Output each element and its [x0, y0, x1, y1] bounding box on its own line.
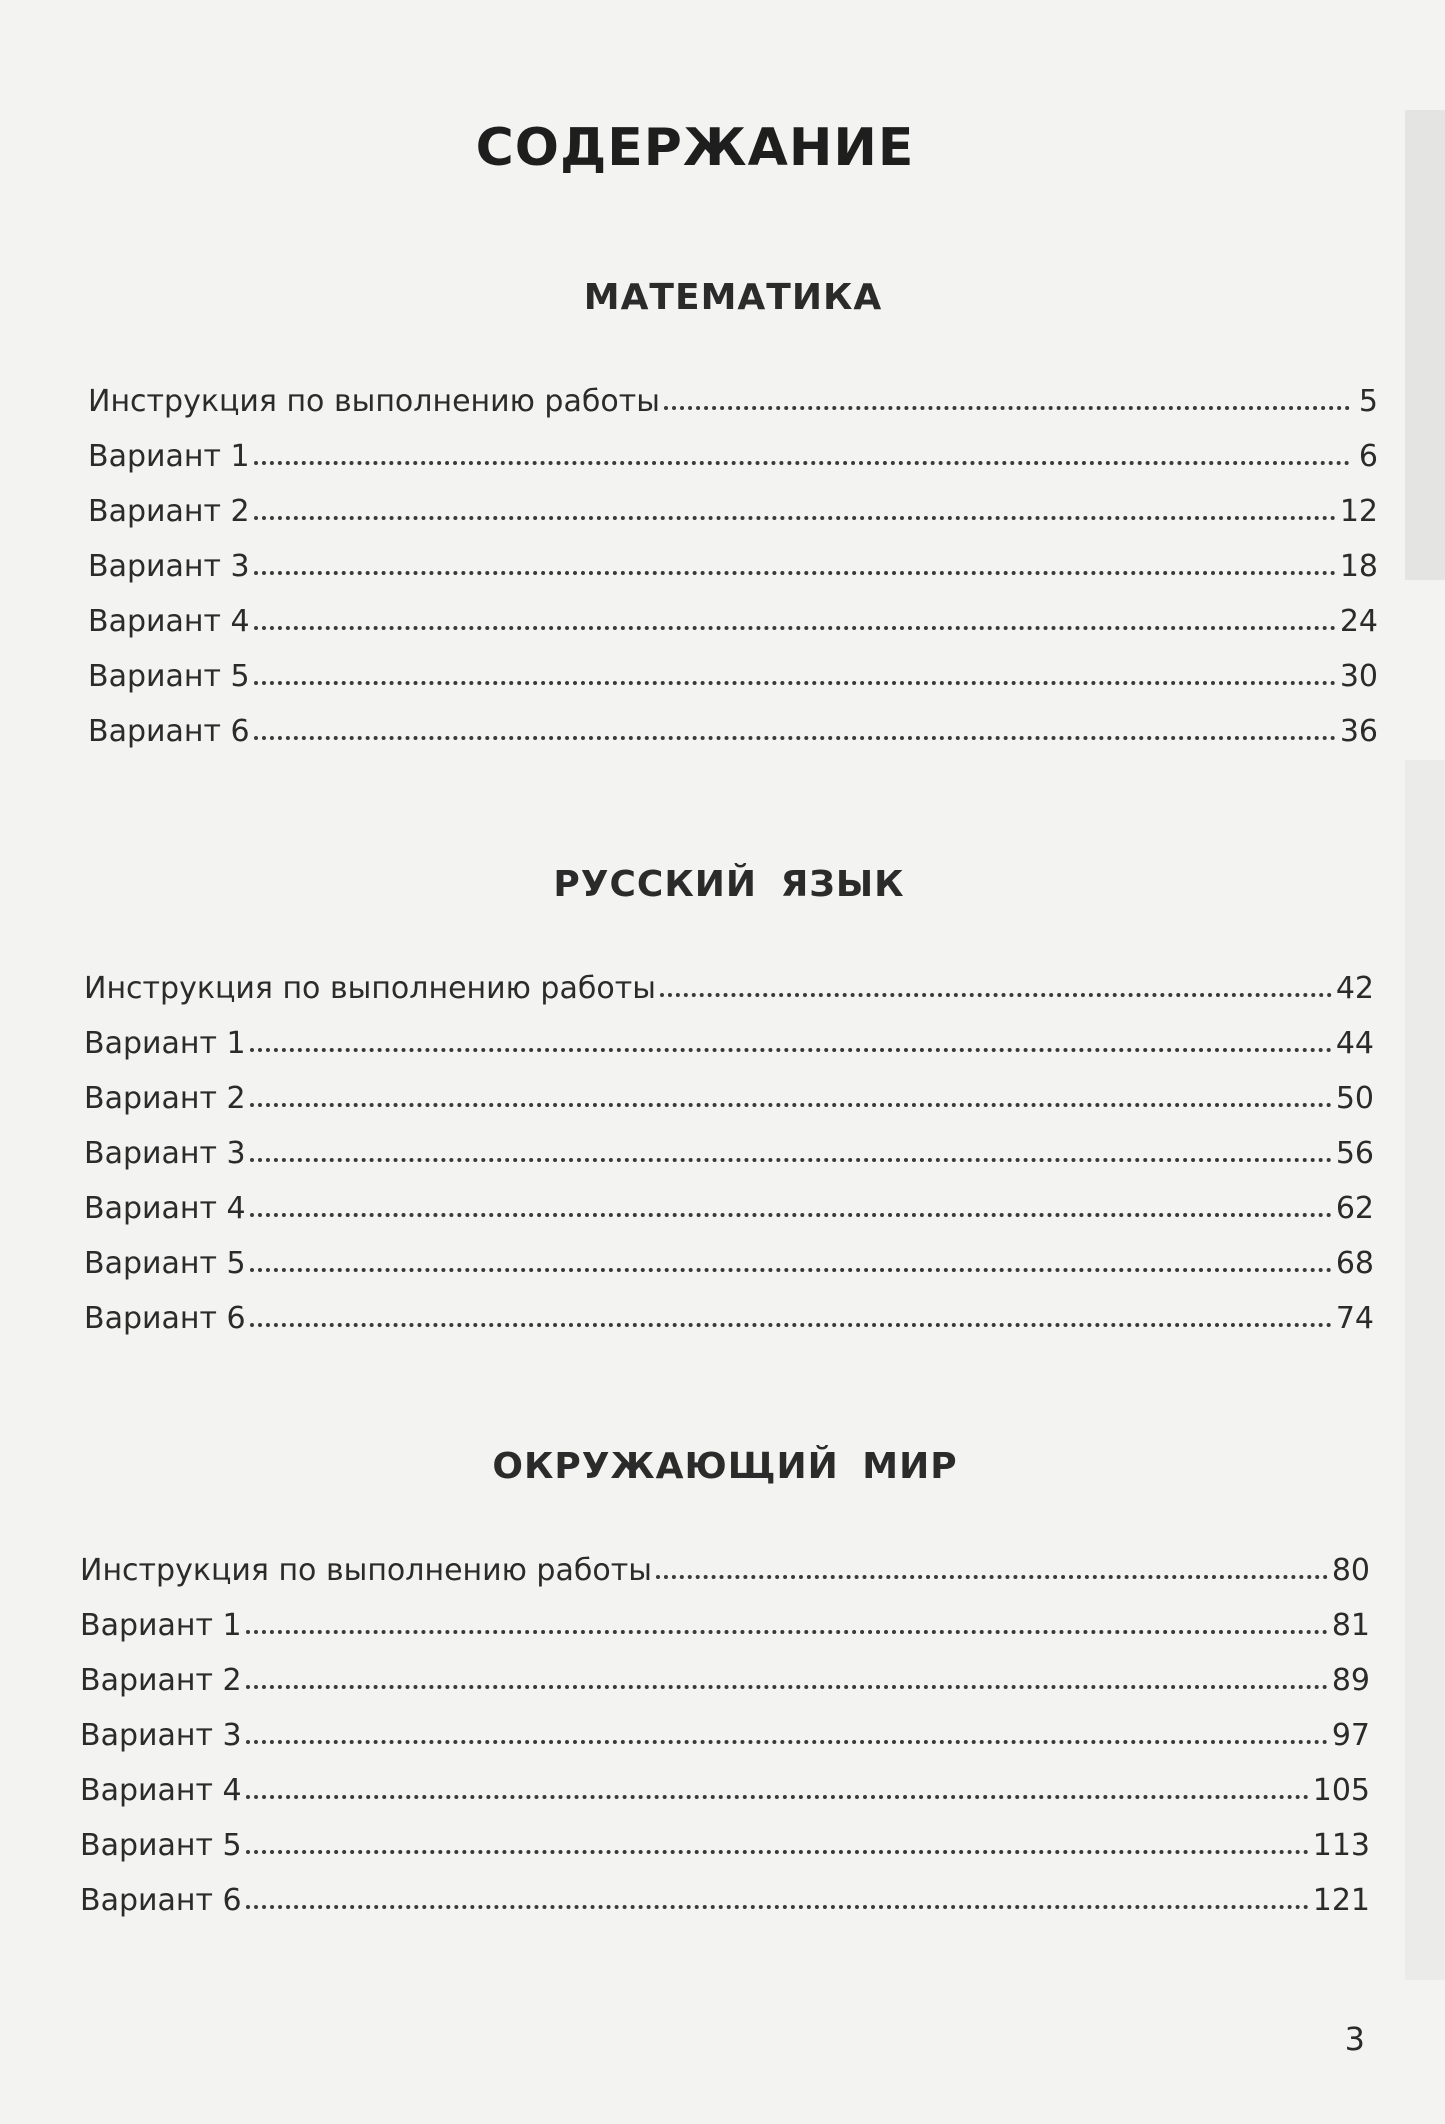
page-edge-tab	[1405, 110, 1445, 580]
toc-entry-label: Вариант 4	[88, 604, 250, 639]
toc-entry-label: Инструкция по выполнению работы	[88, 384, 660, 419]
dot-leader	[254, 516, 1336, 520]
toc-entry-label: Вариант 4	[84, 1191, 246, 1226]
toc-entry[interactable]	[80, 1698, 1370, 1753]
dot-leader	[246, 1850, 1309, 1854]
toc-entry-label: Вариант 4	[80, 1773, 242, 1808]
toc-entry-page: 62	[1335, 1191, 1374, 1226]
toc-entry[interactable]	[80, 1533, 1370, 1588]
toc-entry[interactable]	[80, 1808, 1370, 1863]
toc-entry-page: 121	[1312, 1883, 1370, 1918]
toc-entry[interactable]	[80, 1588, 1370, 1643]
toc-entry-page: 56	[1335, 1136, 1374, 1171]
toc-entry-label: Вариант 6	[88, 714, 250, 749]
toc-entry-page: 97	[1331, 1718, 1370, 1753]
dot-leader	[250, 1048, 1332, 1052]
toc-section-russian	[84, 855, 1374, 1336]
toc-entry[interactable]	[84, 1226, 1374, 1281]
toc-entry[interactable]	[88, 584, 1378, 639]
toc-entry-page: 80	[1331, 1553, 1370, 1588]
dot-leader	[246, 1795, 1309, 1799]
toc-entry-label: Вариант 2	[84, 1081, 246, 1116]
toc-entry-page: 6	[1358, 439, 1378, 474]
dot-leader	[660, 993, 1332, 997]
toc-entry[interactable]	[88, 694, 1378, 749]
toc-entry-page: 50	[1335, 1081, 1374, 1116]
toc-entry-page: 30	[1339, 659, 1378, 694]
toc-entry-label: Вариант 5	[84, 1246, 246, 1281]
page-edge-strip	[1405, 760, 1445, 1980]
page-number: 3	[1344, 2020, 1365, 2058]
toc-entry-page: 44	[1335, 1026, 1374, 1061]
toc-entry[interactable]	[88, 419, 1378, 474]
dot-leader	[250, 1323, 1332, 1327]
section-title: ОКРУЖАЮЩИЙ МИР	[492, 1446, 958, 1487]
toc-entry-label: Вариант 3	[80, 1718, 242, 1753]
dot-leader	[246, 1740, 1328, 1744]
toc-entry-label: Вариант 1	[88, 439, 250, 474]
toc-entry-page: 5	[1358, 384, 1378, 419]
toc-entry-page: 42	[1335, 971, 1374, 1006]
dot-leader	[254, 626, 1336, 630]
dot-leader	[250, 1213, 1332, 1217]
section-title: РУССКИЙ ЯЗЫК	[553, 864, 905, 905]
toc-entry-page: 74	[1335, 1301, 1374, 1336]
dot-leader	[254, 461, 1350, 465]
toc-entry-page: 68	[1335, 1246, 1374, 1281]
toc-entry[interactable]	[84, 951, 1374, 1006]
toc-section-math	[88, 268, 1378, 749]
toc-entry[interactable]	[80, 1753, 1370, 1808]
dot-leader	[246, 1630, 1328, 1634]
toc-entry[interactable]	[84, 1061, 1374, 1116]
toc-entry[interactable]	[80, 1863, 1370, 1918]
page-title: СОДЕРЖАНИЕ	[475, 118, 915, 178]
toc-section-world	[80, 1437, 1370, 1918]
toc-entry[interactable]	[80, 1643, 1370, 1698]
toc-entry[interactable]	[84, 1116, 1374, 1171]
toc-entry[interactable]	[88, 474, 1378, 529]
dot-leader	[250, 1268, 1332, 1272]
toc-entry-label: Инструкция по выполнению работы	[84, 971, 656, 1006]
toc-entry-page: 12	[1339, 494, 1378, 529]
dot-leader	[664, 406, 1350, 410]
toc-entry[interactable]	[84, 1281, 1374, 1336]
toc-entry[interactable]	[84, 1006, 1374, 1061]
toc-entry-label: Вариант 2	[88, 494, 250, 529]
toc-entry-page: 81	[1331, 1608, 1370, 1643]
section-title: МАТЕМАТИКА	[583, 277, 883, 318]
toc-entry-label: Вариант 3	[84, 1136, 246, 1171]
toc-entry-label: Вариант 2	[80, 1663, 242, 1698]
dot-leader	[246, 1685, 1328, 1689]
toc-entry-page: 24	[1339, 604, 1378, 639]
dot-leader	[250, 1158, 1332, 1162]
toc-entry-page: 89	[1331, 1663, 1370, 1698]
toc-entry-page: 36	[1339, 714, 1378, 749]
toc-entry-page: 18	[1339, 549, 1378, 584]
toc-entry-label: Вариант 1	[80, 1608, 242, 1643]
dot-leader	[254, 681, 1336, 685]
toc-entry-page: 113	[1312, 1828, 1370, 1863]
toc-entry-label: Вариант 3	[88, 549, 250, 584]
dot-leader	[254, 736, 1336, 740]
toc-entry[interactable]	[88, 639, 1378, 694]
toc-entry-label: Вариант 6	[80, 1883, 242, 1918]
toc-entry-label: Вариант 6	[84, 1301, 246, 1336]
toc-entry-page: 105	[1312, 1773, 1370, 1808]
toc-entry-label: Вариант 1	[84, 1026, 246, 1061]
toc-entry[interactable]	[88, 364, 1378, 419]
toc-entry-label: Вариант 5	[88, 659, 250, 694]
dot-leader	[250, 1103, 1332, 1107]
dot-leader	[254, 571, 1336, 575]
dot-leader	[246, 1905, 1309, 1909]
dot-leader	[656, 1575, 1328, 1579]
toc-entry-label: Инструкция по выполнению работы	[80, 1553, 652, 1588]
toc-entry-label: Вариант 5	[80, 1828, 242, 1863]
toc-entry[interactable]	[84, 1171, 1374, 1226]
toc-entry[interactable]	[88, 529, 1378, 584]
